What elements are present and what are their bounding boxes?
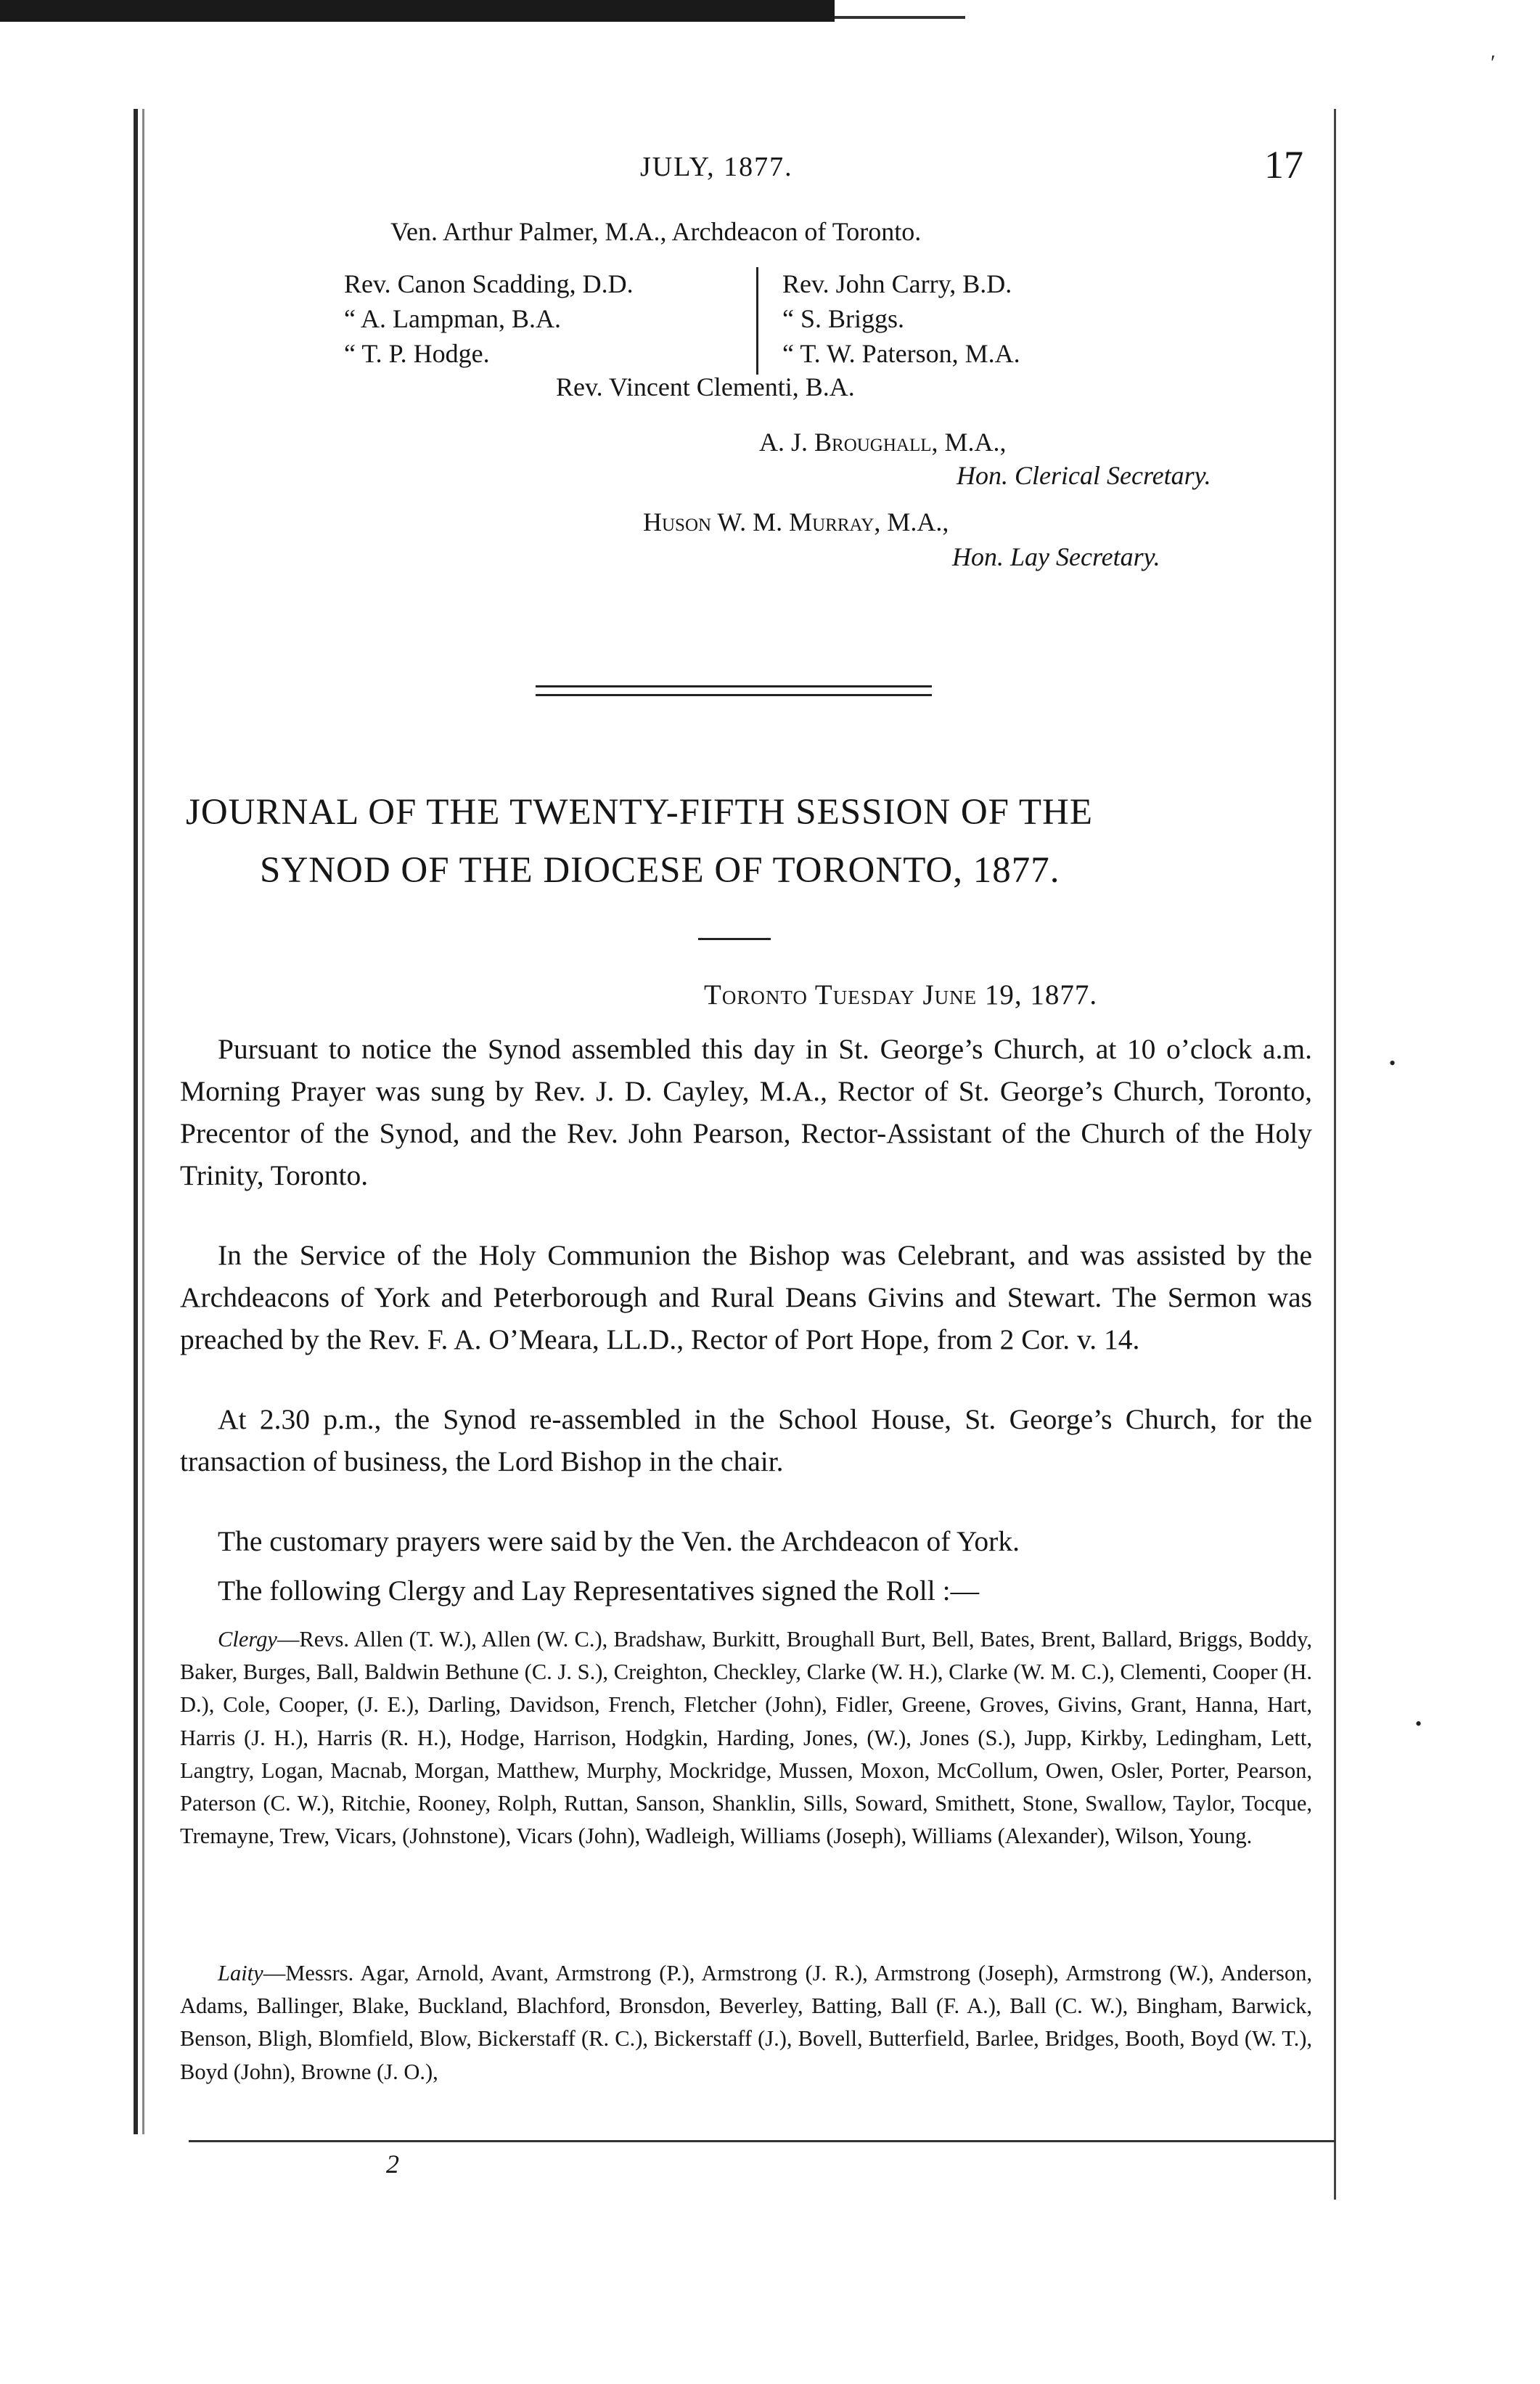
- scan-edge-line: [835, 16, 965, 19]
- signature-mark: 2: [386, 2150, 399, 2179]
- page-left-border: [134, 109, 138, 2134]
- officer-left-2: “ A. Lampman, B.A.: [344, 304, 561, 333]
- officer-chair: Ven. Arthur Palmer, M.A., Archdeacon of Toronto.: [390, 217, 922, 246]
- page-left-border-inner: [142, 109, 144, 2134]
- scan-speck: •: [1415, 1713, 1422, 1734]
- paragraph-roll: The following Clergy and Lay Representatives signed the Roll :—: [218, 1575, 980, 1607]
- scan-edge-bar: [0, 0, 835, 22]
- officer-right-1: Rev. John Carry, B.D.: [782, 269, 1012, 298]
- officer-centered: Rev. Vincent Clementi, B.A.: [556, 372, 855, 401]
- officer-right-2: “ S. Briggs.: [782, 304, 905, 333]
- lay-secretary-name: Huson W. M. Murray, M.A.,: [643, 507, 949, 536]
- laity-label: Laity: [218, 1961, 263, 1985]
- paragraph-communion: In the Service of the Holy Communion the Bishop was Celebrant, and was assisted by the Archdeacons of York and Peterborough and Rural Deans Givins and Stewart. The Sermon was preached by the Rev. F. A. O’Meara, LL.D., Rector of Port Hope, from 2 Cor. v. 14.: [180, 1239, 1312, 1355]
- title-short-rule: [698, 938, 771, 940]
- lay-secretary-title: Hon. Lay Secretary.: [952, 542, 1160, 571]
- running-title: JULY, 1877.: [640, 152, 793, 182]
- page-right-border: [1334, 109, 1336, 2200]
- journal-title-line1: JOURNAL OF THE TWENTY-FIFTH SESSION OF THE: [186, 792, 1094, 833]
- officer-left-1: Rev. Canon Scadding, D.D.: [344, 269, 634, 298]
- section-rule-top: [536, 685, 932, 687]
- officer-left-3: “ T. P. Hodge.: [344, 339, 490, 368]
- clerical-secretary-name: A. J. Broughall, M.A.,: [759, 428, 1007, 457]
- paragraph-reassembled: At 2.30 p.m., the Synod re-assembled in the School House, St. George’s Church, for the transaction of business, the Lord Bishop in the chair.: [180, 1403, 1312, 1477]
- clergy-list: [180, 1623, 1312, 1853]
- column-divider: [756, 267, 758, 375]
- dateline: Toronto Tuesday June 19, 1877.: [704, 979, 1098, 1011]
- laity-names: —Messrs. Agar, Arnold, Avant, Armstrong (P.), Armstrong (J. R.), Armstrong (Joseph), Armstrong (W.), Anderson, Adams, Ballinger, Blake, Buckland, Blachford, Bronsdon, Beverley, Batting, Ball (F. A.), Ball (C. W.), Bingham, Barwick, Benson, Bligh, Blomfield, Blow, Bickerstaff (R. C.), Bickerstaff (J.), Bovell, Butterfield, Barlee, Bridges, Booth, Boyd (W. T.), Boyd (John), Browne (J. O.),: [180, 1961, 1312, 2084]
- section-rule-bottom: [536, 694, 932, 696]
- page-number: 17: [1264, 143, 1303, 187]
- laity-list: [180, 1957, 1312, 2089]
- clerical-secretary-title: Hon. Clerical Secretary.: [957, 461, 1211, 490]
- page-bottom-rule: [189, 2140, 1335, 2142]
- officer-right-3: “ T. W. Paterson, M.A.: [782, 339, 1020, 368]
- paragraph-opening: Pursuant to notice the Synod assembled this day in St. George’s Church, at 10 o’clock a.m. Morning Prayer was sung by Rev. J. D. Cayley, M.A., Rector of St. George’s Church, Toronto, Precentor of the Synod, and the Rev. John Pearson, Rector-Assistant of the Church of the Holy Trinity, Toronto.: [180, 1033, 1312, 1191]
- scan-speck: •: [1389, 1053, 1396, 1074]
- journal-title-line2: SYNOD OF THE DIOCESE OF TORONTO, 1877.: [260, 850, 1060, 891]
- paragraph-prayers: The customary prayers were said by the Ven. the Archdeacon of York.: [218, 1525, 1020, 1557]
- clergy-names: —Revs. Allen (T. W.), Allen (W. C.), Bradshaw, Burkitt, Broughall Burt, Bell, Bates, Brent, Ballard, Briggs, Boddy, Baker, Burges, Ball, Baldwin Bethune (C. J. S.), Creighton, Checkley, Clarke (W. H.), Clarke (W. M. C.), Clementi, Cooper (H. D.), Cole, Cooper, (J. E.), Darling, Davidson, French, Fletcher (John), Fidler, Greene, Groves, Givins, Grant, Hanna, Hart, Harris (J. H.), Harris (R. H.), Hodge, Harrison, Hodgkin, Harding, Jones, (W.), Jones (S.), Jupp, Kirkby, Ledingham, Lett, Langtry, Logan, Macnab, Morgan, Matthew, Murphy, Mockridge, Mussen, Moxon, McCollum, Owen, Osler, Porter, Pearson, Paterson (C. W.), Ritchie, Rooney, Rolph, Ruttan, Sanson, Shanklin, Sills, Soward, Smithett, Stone, Swallow, Taylor, Tocque, Tremayne, Trew, Vicars, (Johnstone), Vicars (John), Wadleigh, Williams (Joseph), Williams (Alexander), Wilson, Young.: [180, 1627, 1312, 1849]
- scan-speck: ′: [1491, 51, 1496, 75]
- clergy-label: Clergy: [218, 1627, 277, 1652]
